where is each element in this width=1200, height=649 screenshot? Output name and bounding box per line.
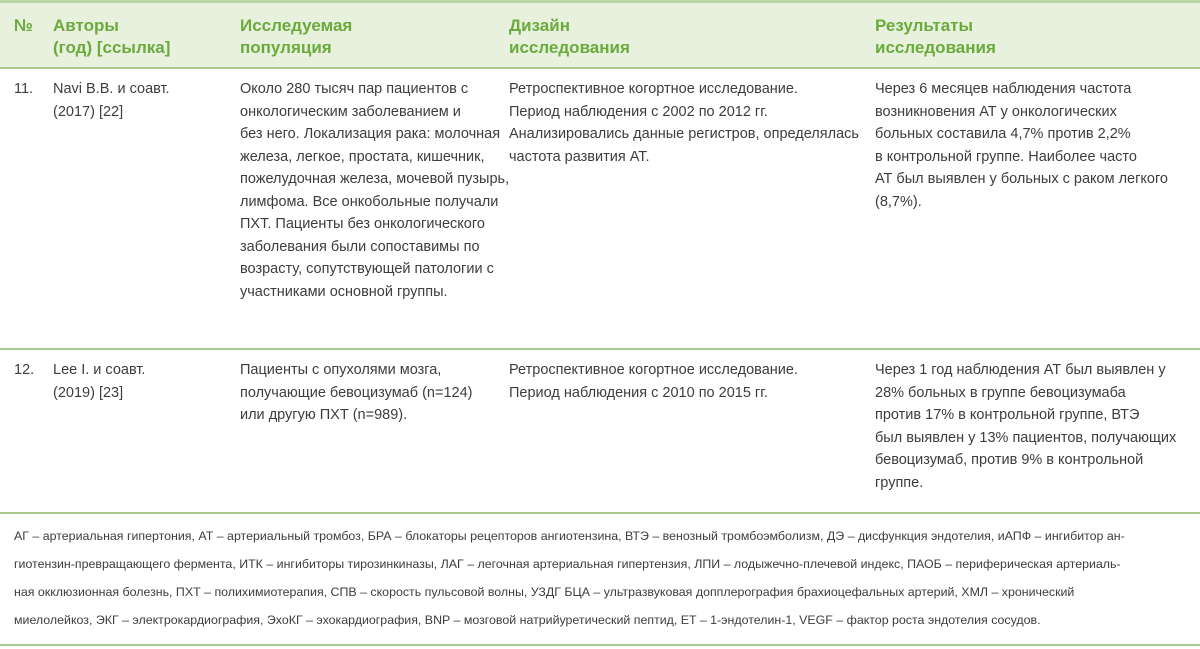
row-design: Ретроспективное когортное исследование. Период наблюдения с 2002 по 2012 гг. Анализировались данные регистров, определялась частота развития АТ. xyxy=(509,81,859,165)
table-header xyxy=(0,3,1200,67)
row-design: Ретроспективное когортное исследование. Период наблюдения с 2010 по 2015 гг. xyxy=(509,362,798,401)
bottom-rule xyxy=(0,644,1200,646)
row-population: Около 280 тысяч пар пациентов с онкологическим заболеванием и без него. Локализация рака: молочная железа, легкое, простата, кишечник, пожелудочная железа, мочевой пузырь, лимфома. Все онкобольные получали ПХТ. Пациенты без онкологического заболевания были сопоставимы по возрасту, сопутствующей патологии с участниками основной группы. xyxy=(240,81,510,300)
table-row xyxy=(0,350,1200,512)
row-results: Через 1 год наблюдения АТ был выявлен у 28% больных в группе бевоцизумаба против 17% в контрольной группе, ВТЭ был выявлен у 13% пациентов, получающих бевоцизумаб, против 9% в контрольной группе. xyxy=(875,362,1177,491)
row-number: 12. xyxy=(14,362,35,378)
row-authors: Lee I. и соавт. (2019) [23] xyxy=(53,362,146,401)
row-population: Пациенты с опухолями мозга, получающие бевоцизумаб (n=124) или другую ПХТ (n=989). xyxy=(240,362,473,423)
header-number: № xyxy=(14,16,33,35)
header-design: Дизайн исследования xyxy=(509,16,630,57)
row-results: Через 6 месяцев наблюдения частота возникновения АТ у онкологических больных составила 4,7% против 2,2% в контрольной группе. Наиболее часто АТ был выявлен у больных с раком легкого (8,7%). xyxy=(875,81,1168,210)
row-authors: Navi B.B. и соавт. (2017) [22] xyxy=(53,81,170,120)
abbreviations-footnote: АГ – артериальная гипертония, АТ – артериальный тромбоз, БРА – блокаторы рецепторов ангиотензина, ВТЭ – венозный тромбоэмболизм, ДЭ – дисфункция эндотелия, иАПФ – ингибитор ан- гиотензин-превращающего фермента, ИТК – ингибиторы тирозинкиназы, ЛАГ – легочная артериальная гипертензия, ЛПИ – лодыжечно-плечевой индекс, ПАОБ – периферическая артериаль- ная окклюзионная болезнь, ПХТ – полихимиотерапия, СПВ – скорость пульсовой волны, УЗДГ БЦА – ультразвуковая допплерография брахиоцефальных артерий, ХМЛ – хронический миелолейкоз, ЭКГ – электрокардиография, ЭхоКГ – эхокардиография, BNP – мозговой натрийуретический пептид, ET – 1-эндотелин-1, VEGF – фактор роста эндотелия сосудов. xyxy=(14,529,1125,627)
table-row xyxy=(0,69,1200,348)
header-authors: Авторы (год) [ссылка] xyxy=(53,16,171,57)
row-divider xyxy=(0,512,1200,514)
header-population: Исследуемая популяция xyxy=(240,16,353,57)
header-results: Результаты исследования xyxy=(875,16,996,57)
row-number: 11. xyxy=(14,81,34,97)
